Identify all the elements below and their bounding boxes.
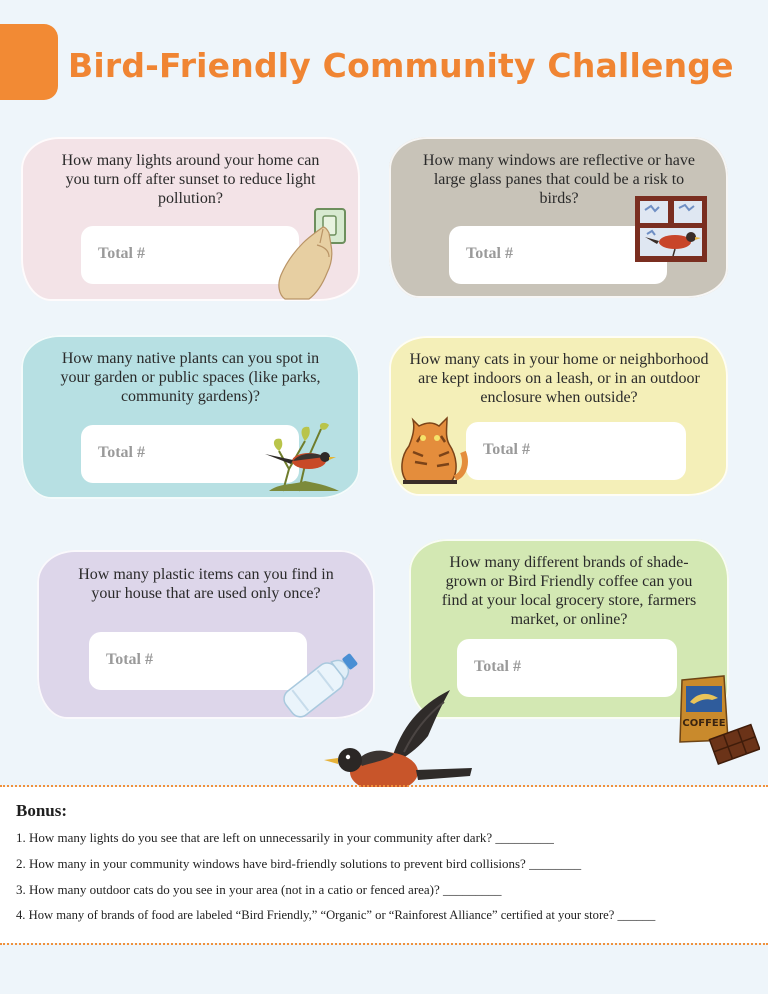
robin-on-plant-icon xyxy=(259,421,345,493)
bonus-heading: Bonus: xyxy=(16,801,68,820)
field-label: Total # xyxy=(98,444,145,461)
field-label: Total # xyxy=(466,245,513,262)
hand-light-switch-icon xyxy=(273,207,353,303)
card-question: How many lights around your home can you turn off after sunset to reduce light pollution? xyxy=(61,152,320,207)
cat-icon xyxy=(393,406,469,486)
card-native-plants xyxy=(21,335,360,499)
title-tab-accent xyxy=(0,24,58,100)
card-question: How many plastic items can you find in your house that are used only once? xyxy=(78,566,334,602)
card-windows xyxy=(389,137,728,298)
card-cats xyxy=(389,336,728,496)
bonus-question-1: 1. How many lights do you see that are left on unnecessarily in your community after dark? _________ xyxy=(16,830,554,845)
card-question: How many cats in your home or neighborhood are kept indoors on a leash, or in an outdoor enclosure when outside? xyxy=(409,351,709,406)
field-label: Total # xyxy=(474,658,521,675)
bonus-question-2: 2. How many in your community windows have bird-friendly solutions to prevent bird collisions? ________ xyxy=(16,856,582,871)
coffee-bag-chocolate-icon xyxy=(676,670,760,766)
field-label: Total # xyxy=(483,441,530,458)
page-title: Bird-Friendly Community Challenge xyxy=(68,46,734,85)
coffee-bag-label: COFFEE xyxy=(682,718,726,729)
coffee-total-field[interactable] xyxy=(457,639,677,697)
card-question: How many different brands of shade-grown or Bird Friendly coffee can you find at your local grocery store, farmers market, or online? xyxy=(441,554,697,628)
bonus-divider-bottom xyxy=(0,943,768,945)
cats-total-field[interactable] xyxy=(466,422,686,480)
bonus-question-3: 3. How many outdoor cats do you see in your area (not in a catio or fenced area)? _________ xyxy=(16,882,502,897)
card-question: How many native plants can you spot in your garden or public spaces (like parks, community gardens)? xyxy=(60,350,321,405)
card-question: How many windows are reflective or have large glass panes that could be a risk to birds? xyxy=(423,152,695,207)
bonus-section xyxy=(0,787,768,943)
lights-total-field[interactable] xyxy=(81,226,299,284)
field-label: Total # xyxy=(106,651,153,668)
card-lights xyxy=(21,137,360,301)
field-label: Total # xyxy=(98,245,145,262)
bird-window-icon xyxy=(633,194,709,266)
bonus-question-4: 4. How many of brands of food are labeled “Bird Friendly,” “Organic” or “Rainforest Alliance” certified at your store? ______ xyxy=(16,908,656,922)
